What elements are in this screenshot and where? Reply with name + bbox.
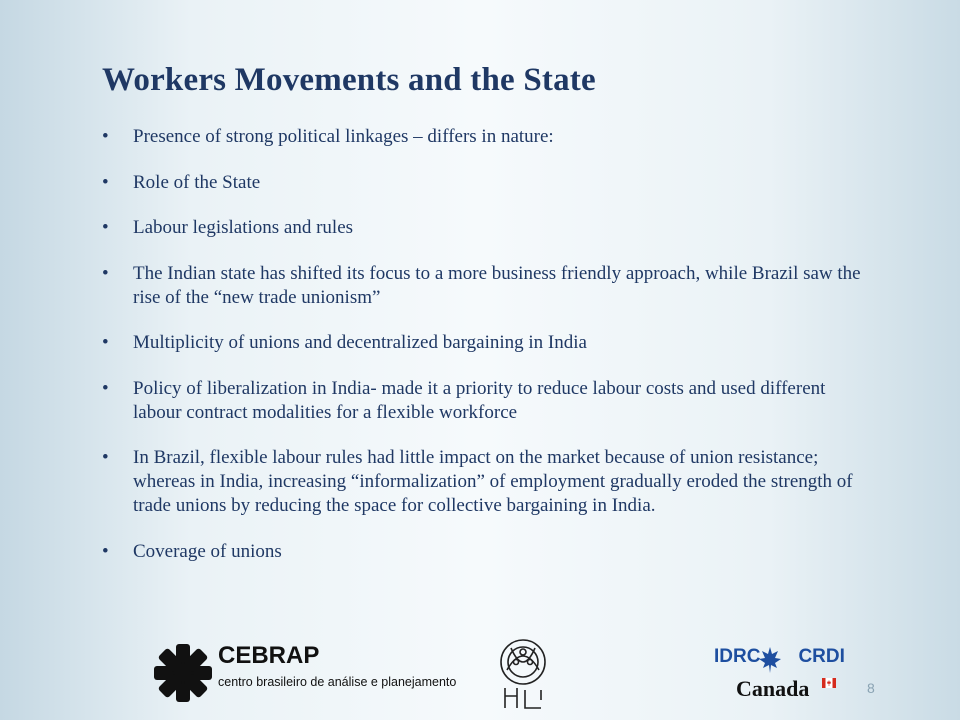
bullet-marker: • bbox=[102, 262, 109, 284]
bullet-text: Labour legislations and rules bbox=[133, 217, 354, 238]
bullet-text: In Brazil, flexible labour rules had little impact on the market because of union resistance; whereas in India, increasing “informalization” of employment gradually eroded the strength of trade unions by reducing the space for collective bargaining in India. bbox=[133, 447, 853, 516]
bullet-text: Multiplicity of unions and decentralized bargaining in India bbox=[133, 332, 587, 353]
cebrap-logo bbox=[152, 642, 457, 702]
bullet-marker: • bbox=[102, 447, 109, 468]
cebrap-name: CEBRAP bbox=[218, 642, 320, 669]
bullet-item bbox=[102, 125, 862, 149]
bullet-item bbox=[102, 216, 862, 240]
cebrap-mark-icon bbox=[152, 642, 214, 704]
bullet-text: Policy of liberalization in India- made it a priority to reduce labour costs and used different labour contract modalities for a flexible workforce bbox=[133, 377, 826, 423]
bullet-marker: • bbox=[102, 377, 109, 399]
page-number: 8 bbox=[867, 680, 875, 696]
bullet-marker: • bbox=[102, 171, 109, 193]
bullet-list bbox=[102, 125, 862, 585]
bullet-text: Role of the State bbox=[133, 171, 261, 193]
idrc-logo bbox=[714, 646, 864, 710]
bullet-text: Coverage of unions bbox=[133, 540, 282, 562]
bullet-item bbox=[102, 331, 862, 355]
bullet-item bbox=[102, 540, 862, 564]
bullet-text: Presence of strong political linkages – differs in nature: bbox=[133, 126, 554, 147]
cebrap-subtitle: centro brasileiro de análise e planejamento bbox=[218, 675, 457, 689]
slide-title: Workers Movements and the State bbox=[102, 62, 596, 98]
logo-bar bbox=[0, 630, 960, 720]
bullet-marker: • bbox=[102, 217, 109, 238]
idrc-text: IDRC bbox=[714, 646, 761, 667]
bullet-item bbox=[102, 446, 862, 518]
bullet-text: The Indian state has shifted its focus to a more business friendly approach, while Brazil saw the rise of the “new trade unionism” bbox=[133, 262, 861, 308]
circular-emblem-icon bbox=[497, 636, 549, 712]
bullet-item bbox=[102, 171, 862, 195]
bullet-marker: • bbox=[102, 126, 109, 147]
bullet-item bbox=[102, 262, 862, 310]
bullet-marker: • bbox=[102, 540, 109, 562]
canada-flag-icon bbox=[822, 678, 836, 688]
bullet-marker: • bbox=[102, 332, 109, 353]
canada-wordmark: Canada bbox=[736, 676, 810, 701]
bullet-item bbox=[102, 377, 862, 425]
maple-leaf-icon bbox=[758, 646, 782, 674]
crdi-text: CRDI bbox=[798, 646, 845, 667]
